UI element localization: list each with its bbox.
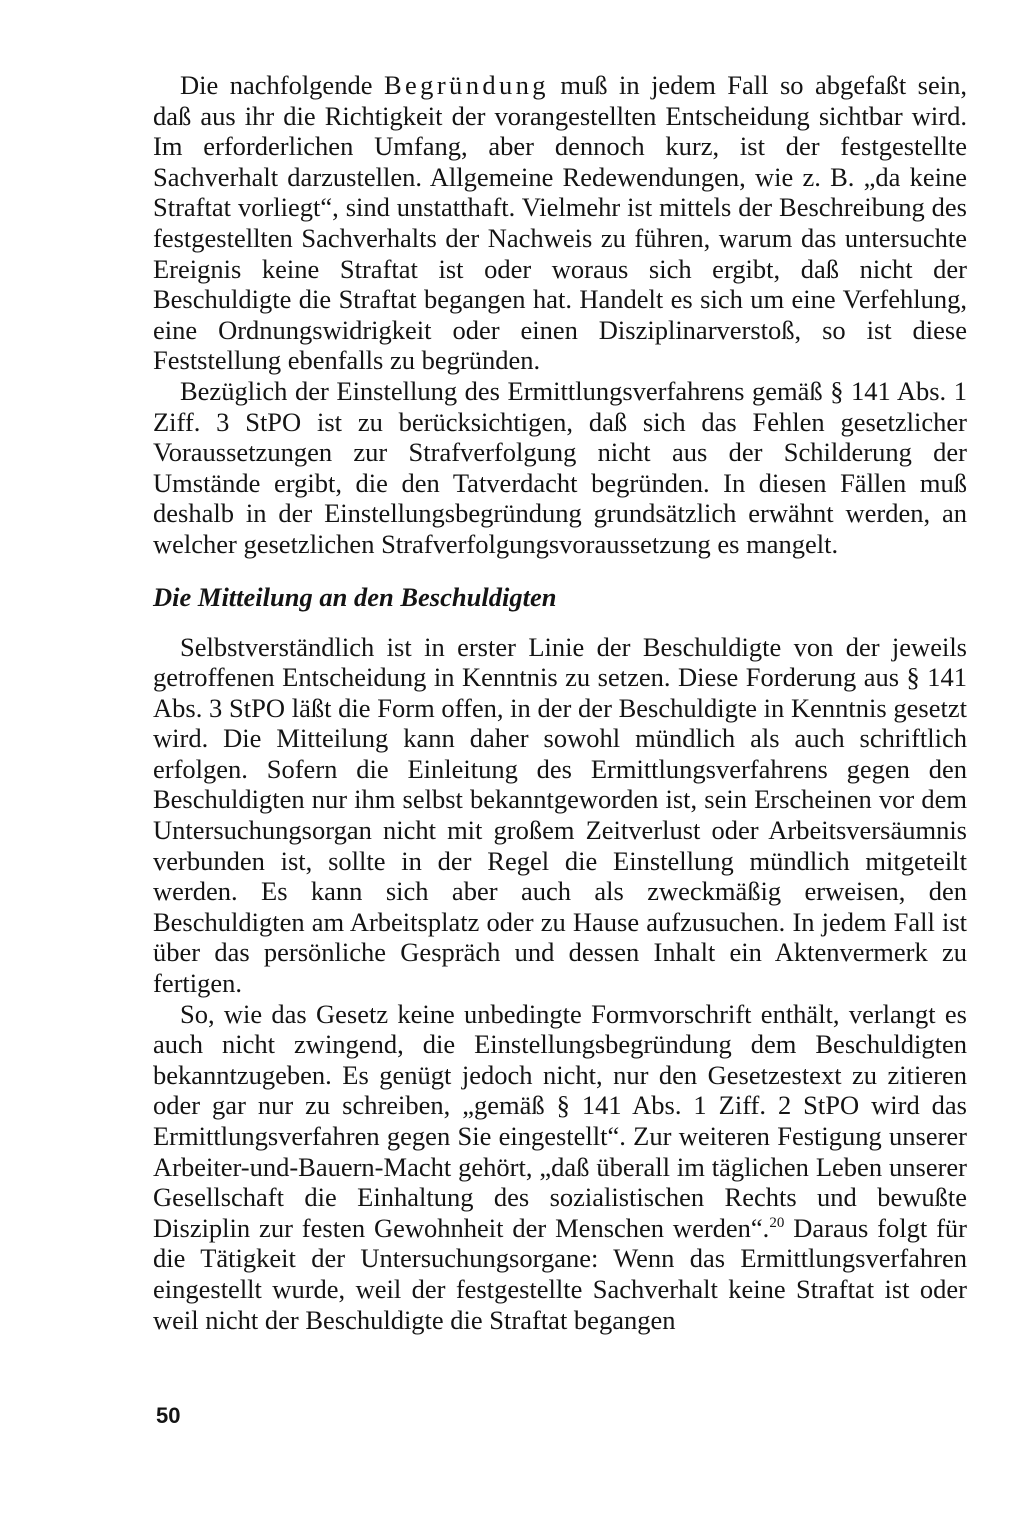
spaced-term: Begründung — [383, 70, 549, 100]
paragraph-text-start: So, wie das Gesetz keine unbedingte Formvorschrift enthält, verlangt es auch nicht zwingend, die Einstellungsbegründung dem Beschuldigten bekanntzugeben. Es genügt jedoch nicht, nur den Gesetzestext zu zitieren oder gar nur zu schreiben, „gemäß § 141 Abs. 1 Ziff. 2 StPO wird das Ermittlungsverfahren gegen Sie eingestellt“. Zur weiteren Festigung unserer Arbeiter-und-Bauern-Macht gehört, „daß überall im täglichen Leben unserer Gesellschaft die Einhaltung des sozialistischen Rechts und bewußte Disziplin zur festen Gewohnheit der Menschen werden“. — [153, 998, 967, 1243]
section-heading: Die Mitteilung an den Beschuldigten — [153, 581, 557, 612]
paragraph-notification: Selbstverständlich ist in erster Linie der Beschuldigte von der jeweils getroffenen Entscheidung in Kenntnis zu setzen. Diese Forderung aus § 141 Abs. 3 StPO läßt die Form offen, in der der Beschuldigte in Kenntnis gesetzt wird. Die Mitteilung kann daher sowohl mündlich als auch schriftlich erfolgen. Sofern die Einleitung des Ermittlungsverfahrens gegen den Beschuldigten nur ihm selbst bekanntgeworden ist, sein Erscheinen vor dem Untersuchungsorgan nicht mit großem Zeitverlust oder Arbeitsversäumnis verbunden ist, sollte in der Regel die Einstellung mündlich mitgeteilt werden. Es kann sich aber auch als zweckmäßig erweisen, den Beschuldigten am Arbeitsplatz oder zu Hause aufzusuchen. In jedem Fall ist über das persönliche Gespräch und dessen Inhalt ein Aktenvermerk zu fertigen. — [153, 631, 967, 999]
paragraph-text-rest: muß in jedem Fall so abgefaßt sein, daß aus ihr die Richtigkeit der vorangestellten Entscheidung sichtbar wird. Im erforderlichen Umfang, aber dennoch kurz, ist der festgestellte Sachverhalt darzustellen. Allgemeine Redewendungen, wie z. B. „da keine Straftat vorliegt“, sind unstatthaft. Vielmehr ist mittels der Beschreibung des festgestellten Sachverhalts der Nachweis zu führen, warum das untersuchte Ereignis keine Straftat ist oder woraus sich ergibt, daß nicht der Beschuldigte die Straftat begangen hat. Handelt es sich um eine Verfehlung, eine Ordnungswidrigkeit oder einen Disziplinarverstoß, so ist diese Feststellung ebenfalls zu begründen. — [153, 70, 967, 376]
footnote-reference: 20 — [769, 1214, 785, 1231]
paragraph-text-start: Die nachfolgende — [180, 70, 384, 100]
paragraph-prerequisites: Bezüglich der Einstellung des Ermittlungsverfahrens gemäß § 141 Abs. 1 Ziff. 3 StPO ist zu berücksichtigen, daß sich das Fehlen gesetzlicher Voraussetzungen zur Strafverfolgung nicht aus der Schilderung der Umstände ergibt, die den Tatverdacht begründen. In diesen Fällen muß deshalb in der Einstellungsbegründung grundsätzlich erwähnt werden, an welcher gesetzlichen Strafverfolgungsvoraussetzung es mangelt. — [153, 375, 967, 559]
paragraph-form — [153, 999, 967, 1336]
page-content — [153, 70, 967, 1335]
paragraph-text-rest: Daraus folgt für die Tätigkeit der Untersuchungsorgane: Wenn das Ermittlungsverfahren eingestellt wurde, weil der festgestellte Sachverhalt keine Straftat ist oder weil nicht der Beschuldigte die Straftat begangen — [153, 1212, 968, 1335]
paragraph-justification — [153, 70, 967, 376]
page-number: 50 — [156, 1403, 181, 1428]
